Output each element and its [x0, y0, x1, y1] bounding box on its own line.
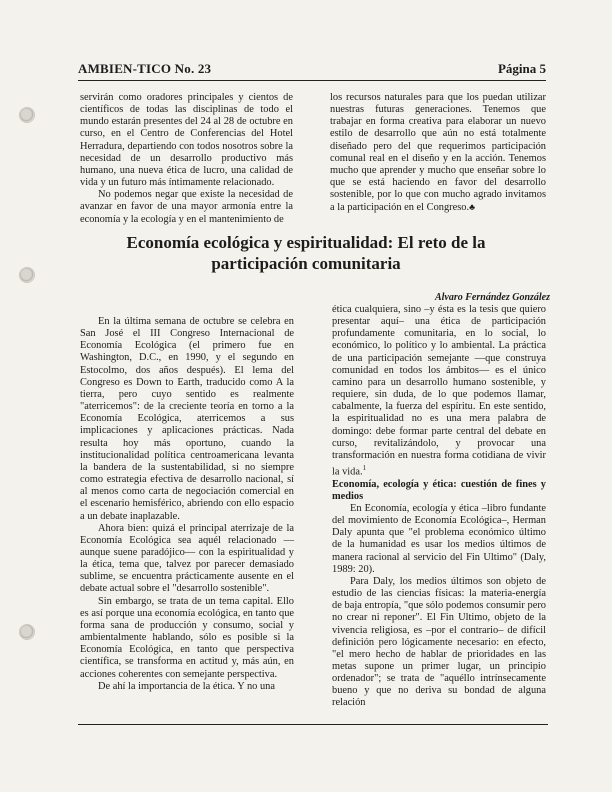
title-line: participación comunitaria: [211, 254, 401, 273]
article-right-column: [332, 304, 546, 710]
paragraph: [330, 92, 546, 215]
paragraph: Ahora bien: quizá el principal aterrizaje de la Economía Ecológica sea aquél relacionado —aunque suene paradójico— con la espiritualidad y la ética, tema que, talvez por parecer demasiado sublime, se encuentra prácticamente ausente en el debate actual sobre el "desarrollo sostenible".: [80, 522, 294, 595]
section-subheading: Economía, ecología y ética: cuestión de fines y medios: [332, 478, 546, 502]
paragraph: En Economía, ecología y ética –libro fundante del movimiento de Economía Ecológica–, Herman Daly apunta que "el problema económico último de la humanidad es usar los medios últimos de manera racional al servicio del Fin Ultimo" (Daly, 1989: 20).: [332, 502, 546, 575]
paragraph: De ahí la importancia de la ética. Y no una: [98, 680, 275, 692]
binder-hole: [20, 268, 34, 282]
paragraph-text: ética cualquiera, sino –y ésta es la tesis que quiero presentar aquí– una ética de participación profundamente comunitaria, en lo social, lo económico, lo político y lo ambiental. La práctica de una participación semejante —que construya comunidad en todos los ámbitos— es el único camino para un desarrollo humano sostenible, y requiere, sin duda, de lo que podemos llamar, cabalmente, la fuerza del espíritu. En este sentido, la espiritualidad no es una mera palabra de domingo: debe formar parte central del debate en curso, revitalizándolo, y provocar una transformación en nuestra forma cotidiana de vivir la vida.: [332, 304, 546, 478]
paragraph: No podemos negar que existe la necesidad de avanzar en favor de una mayor armonía entre la economía y la ecología y en el mantenimiento de: [80, 189, 293, 225]
paragraph: Sin embargo, se trata de un tema capital. Ello es así porque una economía ecológica, en tanto que forma sana de producción y consumo, social y ambientalmente hablando, sólo es posible si la Economía Ecológica, en tanto que perspectiva científica, se transforma en actitud y, más aún, en acciones coherentes con semejante perspectiva.: [80, 595, 294, 680]
page-header: [78, 58, 546, 81]
top-right-column: [330, 92, 546, 215]
article-title: [70, 232, 542, 274]
binder-hole: [20, 625, 34, 639]
paragraph: servirán como oradores principales y cientos de científicos de todas las disciplinas de todo el mundo estarán presentes del 24 al 28 de octubre en curso, en el Centro de Conferencias del Hotel Herradura, departiendo con todos nosotros sobre la necesidad de un desarrollo productivo más humano, una nueva ética de lucro, una calidad de vida y un futuro más íntimamente relacionado.: [80, 92, 293, 189]
paragraph: En la última semana de octubre se celebra en San José el III Congreso Internacional de Economía Ecológica (el primero fue en Washington, D.C., en 1990, y el segundo en Estocolmo, dos años después). El lema del Congreso es Down to Earth, traducido como A la tierra, pero cuyo sentido es realmente "aterricemos": de la creciente teoría en torno a la Economía Ecológica, aterricemos a sus implicaciones y aplicaciones prácticas. Nada resulta hoy más oportuno, cuando la institucionalidad política centroamericana levanta la bandera de la sustentabilidad, si no siempre como estrategia efectiva de desarrollo nacional, sí al menos como carta de negociación comercial en el escenario hemisférico, abriendo con ello espacio a un debate inaplazable.: [80, 316, 294, 522]
article-author: Alvaro Fernández González: [434, 292, 550, 303]
footer-rule: [78, 724, 548, 725]
binder-hole: [20, 108, 34, 122]
top-left-column: [80, 92, 293, 226]
article-left-column: [80, 316, 294, 693]
footnote-marker: 1: [362, 464, 367, 473]
paragraph-text: los recursos naturales para que los puedan utilizar nuestras futuras generaciones. Tenemos que trabajar en forma creativa para elaborar un nuevo estilo de desarrollo que aún no está totalmente diseñado pero del que requerimos participación comunal real en el diseño y en la acción. Tenemos mucho que aprender y mucho que enseñar sobre lo que se está haciendo en favor del desarrollo sostenible, por lo que con mucho agrado invitamos a la participación en el Congreso.: [330, 92, 546, 214]
title-line: Economía ecológica y espiritualidad: El reto de la: [126, 233, 486, 252]
publication-title: AMBIEN-TICO No. 23: [78, 61, 212, 76]
paragraph: Para Daly, los medios últimos son objeto de estudio de las ciencias físicas: la materia-energía de baja entropía, "que sólo podemos consumir pero no crear ni reponer". El Fin Ultimo, objeto de la vivencia religiosa, es –por el contrario– de difícil definición pero lógicamente necesario: en efecto, "el mero hecho de hablar de prioridades en las metas supone un primer lugar, un principio ordenador"; se trata de "aquéllo intrínsecamente bueno y que no deriva su bondad de alguna relación: [332, 575, 546, 709]
end-mark-icon: ♣: [469, 202, 475, 213]
paragraph: [332, 304, 546, 479]
page-number: Página 5: [497, 61, 546, 76]
